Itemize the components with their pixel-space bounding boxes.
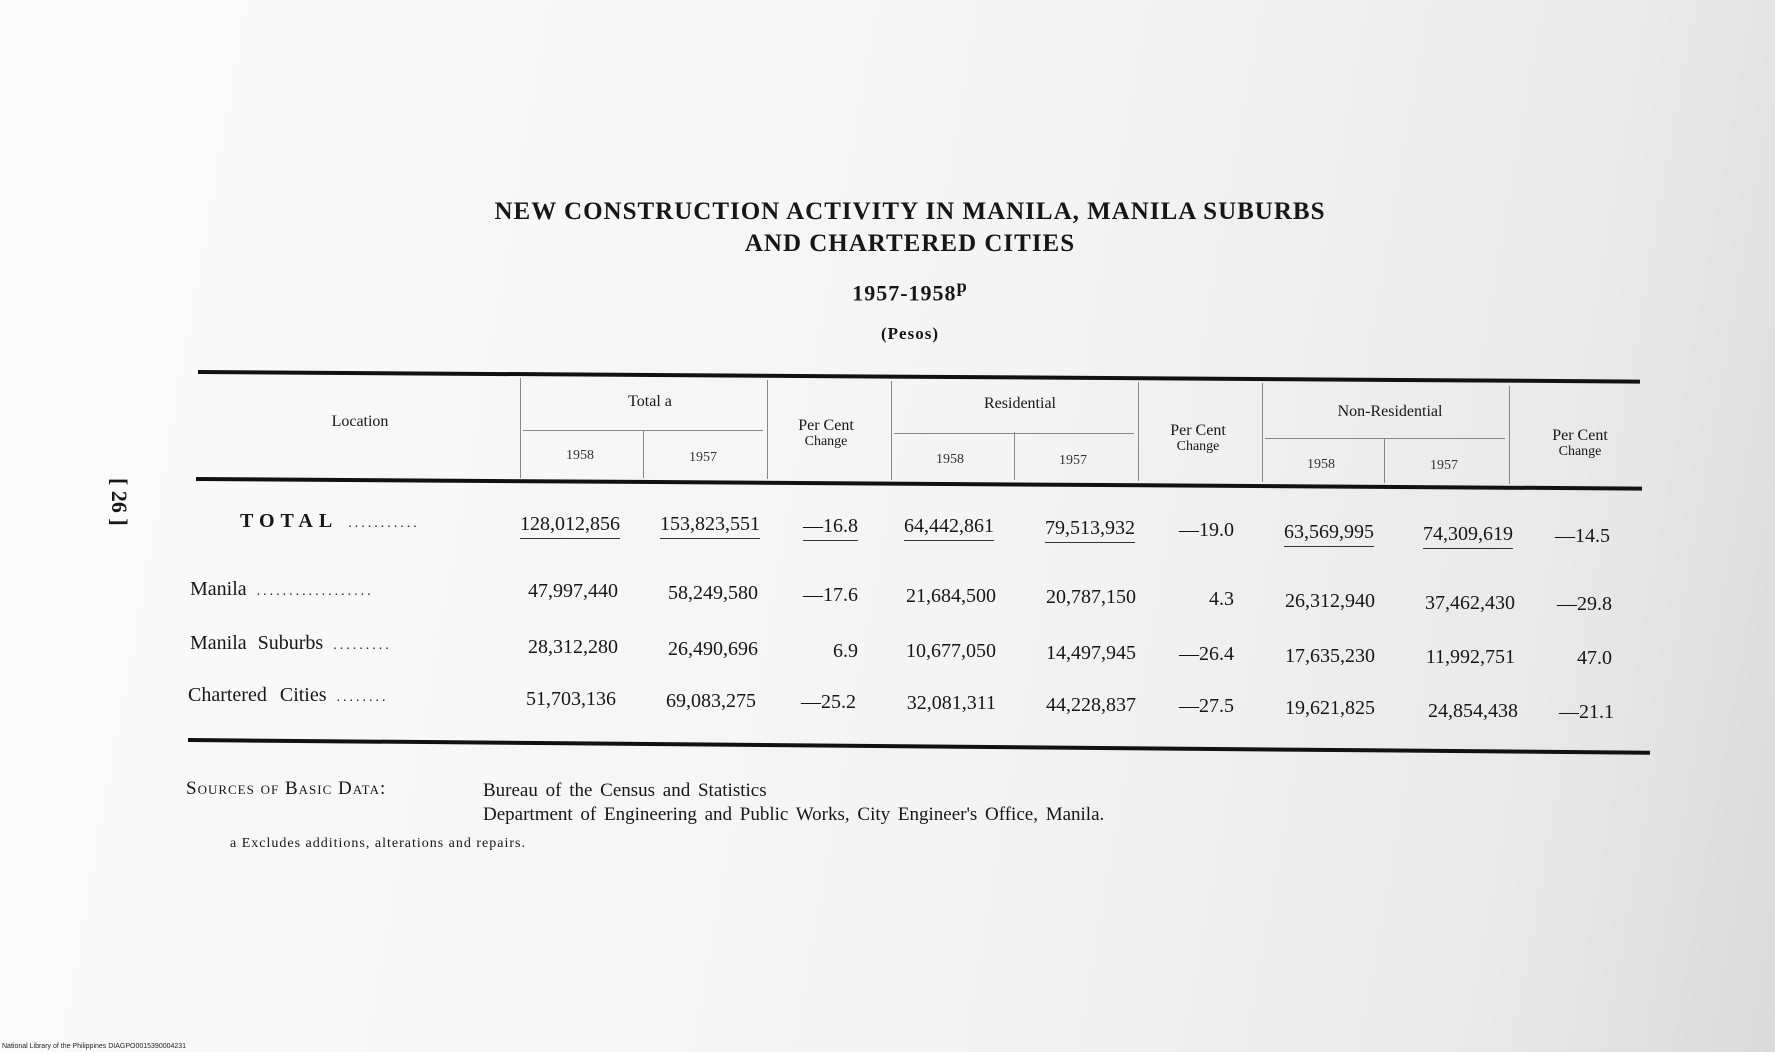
table-cell: —21.1 [1559,701,1614,723]
location-name: Manila Suburbs [190,632,324,654]
header-per-cent-change-residential [1142,423,1254,455]
table-cell: 20,787,150 [1046,586,1136,608]
header-non-residential: Non-Residential [1337,403,1443,420]
table-cell: 47.0 [1577,647,1612,669]
table-title-line-2: AND CHARTERED CITIES [744,230,1076,257]
col-divider [1014,432,1015,480]
years-text: 1957-1958 [852,280,957,306]
per-cent-text: Per Cent [1552,427,1608,444]
table-cell: 26,312,940 [1285,590,1375,612]
col-divider [891,381,892,480]
table-cell: 24,854,438 [1428,700,1518,722]
table-cell: 17,635,230 [1285,645,1375,667]
table-bottom-rule [188,738,1650,755]
page-number: [ 26 ] [107,478,132,526]
table-cell: 69,083,275 [666,690,756,712]
col-divider [1138,382,1139,481]
table-cell: —19.0 [1179,519,1234,541]
table-cell: 6.9 [833,640,858,662]
table-cell: 26,490,696 [668,638,758,660]
group-underline-total [523,430,763,431]
header-total-1957: 1957 [689,450,717,465]
change-text: Change [1176,439,1220,454]
table-cell: 4.3 [1209,588,1234,610]
table-cell: 32,081,311 [906,692,996,714]
col-divider [1384,438,1385,483]
row-manila-label: Manila .................. [190,578,374,600]
table-cell: 28,312,280 [528,636,618,658]
preliminary-mark: p [956,276,968,296]
col-divider [643,430,644,478]
location-name: Chartered Cities [188,684,327,706]
sources-label: Sources of Basic Data: [186,778,387,799]
row-manila-suburbs-label: Manila Suburbs ......... [190,632,392,654]
row-chartered-cities-label: Chartered Cities ........ [188,684,389,706]
table-cell: 74,309,619 [1395,523,1513,546]
table-cell: —14.5 [1555,525,1610,547]
change-text: Change [804,434,848,449]
header-per-cent-change-non-residential [1524,428,1636,460]
library-stamp: National Library of the Philippines DIAGPO0015390004231 [2,1043,187,1050]
table-cell: —29.8 [1557,593,1612,615]
header-residential: Residential [984,395,1056,412]
table-cell: 128,012,856 [498,513,620,536]
table-cell: 51,703,136 [526,688,616,710]
header-total: Total a [628,393,672,410]
table-title-line-1: NEW CONSTRUCTION ACTIVITY IN MANILA, MANILA SUBURBS [494,198,1326,225]
table-cell: 37,462,430 [1425,592,1515,614]
table-cell: —16.8 [760,515,858,538]
table-cell: —17.6 [803,584,858,606]
location-name: Manila [190,578,247,600]
table-cell: 14,497,945 [1046,642,1136,664]
source-line-1: Bureau of the Census and Statistics [483,780,767,801]
table-years [360,276,1460,306]
group-underline-residential [894,433,1134,434]
table-cell: —27.5 [1179,695,1234,717]
source-line-2: Department of Engineering and Public Works, City Engineer's Office, Manila. [483,804,1105,825]
table-cell: —26.4 [1179,643,1234,665]
table-cell: 58,249,580 [668,582,758,604]
table-unit: (Pesos) [881,324,939,343]
header-non-residential-1957: 1957 [1430,458,1458,473]
table-cell: 19,621,825 [1285,697,1375,719]
per-cent-text: Per Cent [798,417,854,434]
header-residential-1957: 1957 [1059,453,1087,468]
col-divider [1509,386,1510,484]
header-bottom-rule [196,477,1642,491]
table-cell: 47,997,440 [528,580,618,602]
footnote: a Excludes additions, alterations and repairs. [230,836,526,851]
table-cell: 21,684,500 [906,585,996,607]
table-cell: 64,442,861 [876,515,994,538]
table-cell: 10,677,050 [906,640,996,662]
table-cell: 153,823,551 [638,513,760,536]
per-cent-text: Per Cent [1170,422,1226,439]
row-total-label: TOTAL ........... [240,510,420,532]
table-top-rule [198,370,1640,384]
col-divider [767,380,768,479]
group-underline-non-residential [1265,438,1505,439]
table-cell: 79,513,932 [1015,517,1135,540]
header-per-cent-change-total [770,418,882,450]
location-name: TOTAL [240,510,339,532]
col-divider [1262,383,1263,482]
header-location: Location [331,413,389,430]
col-divider [520,378,521,478]
header-residential-1958: 1958 [936,452,964,467]
table-cell: —25.2 [801,691,856,713]
change-text: Change [1558,444,1602,459]
header-non-residential-1958: 1958 [1307,457,1335,472]
header-total-1958: 1958 [566,448,594,463]
table-cell: 44,228,837 [1046,694,1136,716]
table-cell: 11,992,751 [1425,646,1515,668]
table-cell: 63,569,995 [1256,521,1374,544]
